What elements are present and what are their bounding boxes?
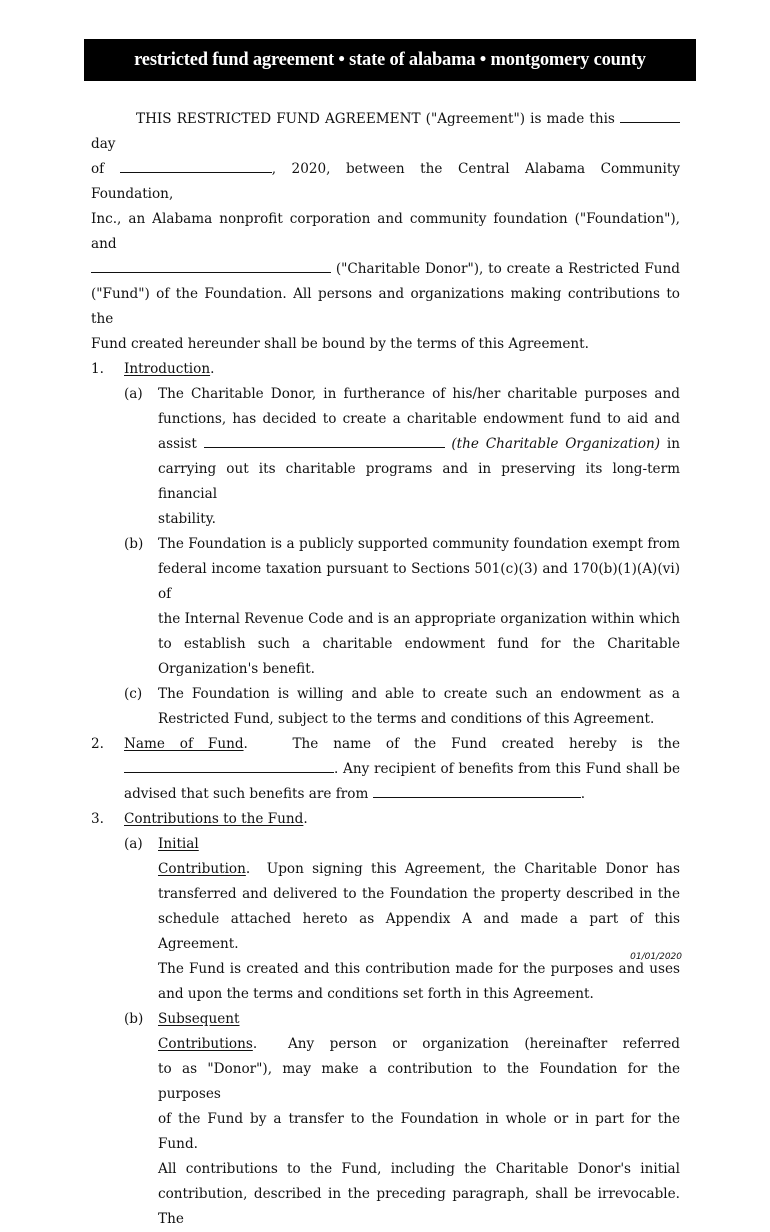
clause-1b: (b) The Foundation is a publicly supported community foundation exempt from federal income taxation pursuant to Sections 501(c)(3) and 170(b)(1)(A)(vi) of the Internal Revenue Code and is an appropriate organization within which to establish such a charitable endowment fund for the Charitable Organization's benefit. [124,536,680,677]
clause-3a: (a) Initial Contribution. Upon signing this Agreement, the Charitable Donor has transferred and delivered to the Foundation the property described in the schedule attached hereto as Appendix A and made a part of this Agreement. The Fund is created and this contribution made for the purposes and uses and upon the terms and conditions set forth in this Agreement. [124,836,680,1002]
intro-line-4: ("Charitable Donor"), to create a Restricted Fund [91,257,680,282]
fund-name-blank [124,758,334,773]
month-blank [120,158,272,173]
intro-line-6: Fund created hereunder shall be bound by the terms of this Agreement. [91,336,589,352]
day-blank [620,108,680,123]
section-2-title: Name of Fund [124,736,244,752]
section-1-heading: 1. Introduction. [91,361,215,377]
section-3-heading: 3. Contributions to the Fund. [91,811,308,827]
intro-line-3: Inc., an Alabama nonprofit corporation and community foundation ("Foundation"), and [91,211,680,252]
section-3-title: Contributions to the Fund [124,811,304,827]
document-banner: restricted fund agreement • state of alabama • montgomery county [84,39,696,81]
footer-date: 01/01/2020 [630,952,682,962]
section-1-title: Introduction [124,361,211,377]
intro-line-1: THIS RESTRICTED FUND AGREEMENT ("Agreement") is made this day [91,107,680,157]
clause-3b: (b) Subsequent Contributions. Any person or organization (hereinafter referred to as "Donor"), may make a contribution to the Foundation for the purposes of the Fund by a transfer to the Foundation in whole or in part for the Fund. All contributions to the Fund, including the Charitable Donor's initial contribution, described in the preceding paragraph, shall be irrevocable. The [124,1011,680,1227]
charitable-organization-blank [204,433,445,448]
intro-line-5: ("Fund") of the Foundation. All persons and organizations making contributions to the [91,286,680,327]
intro-line-2: of , 2020, between the Central Alabama Community Foundation, [91,157,680,207]
section-2: 2. Name of Fund. The name of the Fund created hereby is the . Any recipient of benefits from this Fund shall be advised that such benefits are from . [91,736,681,802]
benefit-source-blank [373,783,581,798]
clause-1c: (c) The Foundation is willing and able to create such an endowment as a Restricted Fund, subject to the terms and conditions of this Agreement. [124,686,680,727]
agreement-body [91,107,680,1232]
donor-blank [91,258,331,273]
clause-1a: (a) The Charitable Donor, in furtherance of his/her charitable purposes and functions, has decided to create a charitable endowment fund to aid and assist (the Charitable Organization) in carrying out its charitable programs and in preserving its long-term financial stability. [124,386,680,527]
